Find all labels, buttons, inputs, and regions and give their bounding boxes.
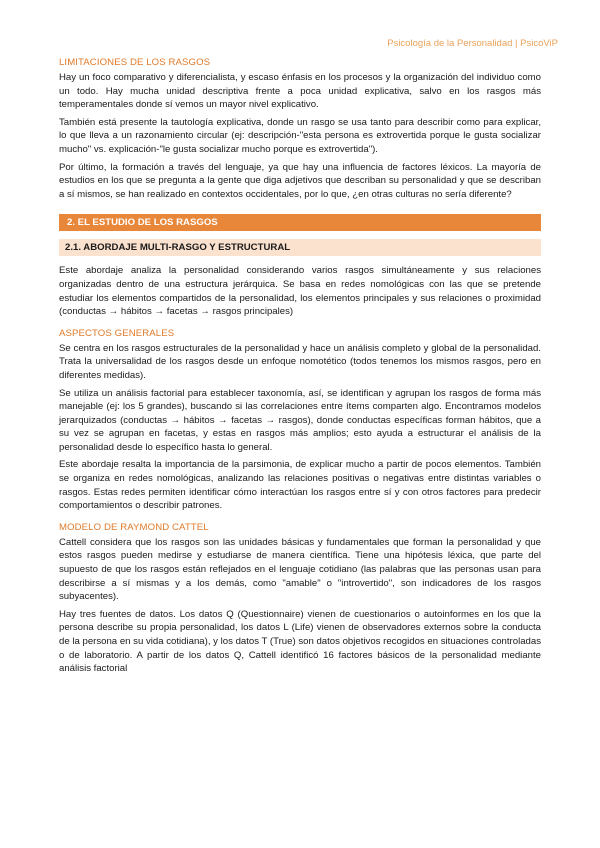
paragraph: Este abordaje analiza la personalidad considerando varios rasgos simultáneamente y sus relaciones organizadas dentro de una estructura jerárquica. Se basa en redes nomológicas con las que se pretende estudiar los elementos compartidos de la personalidad, los elementos principales y sus relaciones o proximidad (conductas → hábitos → facetas → rasgos principales) [59,265,541,318]
running-header: Psicología de la Personalidad | PsicoViP [387,38,558,49]
page-content [59,56,541,680]
paragraph: Se centra en los rasgos estructurales de la personalidad y hace un análisis completo y global de la personalidad. Trata la universalidad de los rasgos desde un enfoque nomotético (todos tenemos los mismos rasgos, pero en diferentes medidas). [59,342,541,381]
paragraph: Hay tres fuentes de datos. Los datos Q (Questionnaire) vienen de cuestionarios o autoinformes en los que la persona describe su propia personalidad, los datos L (Life) vienen de observadores externos sobre la conducta de la persona en su vida cotidiana), y los datos T (True) son datos objetivos recogidos en situaciones controladas o de laboratorio. A partir de los datos Q, Cattell identificó 16 factores básicos de la personalidad mediante análisis factorial [59,608,541,675]
paragraph: Cattell considera que los rasgos son las unidades básicas y fundamentales que forman la personalidad y que estos rasgos pueden medirse y estudiarse de manera científica. Tiene una hipótesis léxica, que parte del supuesto de que los rasgos están reflejados en el lenguaje cotidiano (las palabras que las personas usan para describirse a sí mismas y a los demás, como "amable" o "introvertido", son indicadores de los rasgos subyacentes). [59,536,541,603]
paragraph: Se utiliza un análisis factorial para establecer taxonomía, así, se identifican y agrupan los rasgos de forma más manejable (ej: los 5 grandes), buscando si las correlaciones entre ítems comparten algo. Encontramos modelos jerarquizados (conductas → hábitos → facetas → rasgos), donde conductas específicas forman hábitos, que a su vez se agrupan en facetas, y estas en rasgos más amplios; esto ayuda a estructurar el análisis de la personalidad desde lo específico hasta lo general. [59,387,541,453]
paragraph: Hay un foco comparativo y diferencialista, y escaso énfasis en los procesos y la organización del individuo como un todo. Hay mucha unidad descriptiva frente a poca unidad explicativa, salvo en los rasgos más temperamentales donde sí vemos un mayor nivel explicativo. [59,72,541,111]
paragraph: También está presente la tautología explicativa, donde un rasgo se usa tanto para describir como para explicar, lo que lleva a un razonamiento circular (ej: descripción-"esta persona es extrovertida porque le gusta socializar mucho" vs. explicación-"le gusta socializar mucho porque es extrovertida"). [59,116,541,155]
section-heading-2: 2. EL ESTUDIO DE LOS RASGOS [59,214,541,231]
heading-aspectos-generales: ASPECTOS GENERALES [59,327,175,339]
paragraph: Por último, la formación a través del lenguaje, ya que hay una influencia de factores léxicos. La mayoría de estudios en los que se pregunta a la gente que diga adjetivos que describan su personalidad y que se describan a sí mismos, se han realizado en contextos occidentales, por lo que, ¿en otras culturas no sería diferente? [59,161,541,200]
heading-limitaciones: LIMITACIONES DE LOS RASGOS [59,57,211,68]
subsection-heading-2-1: 2.1. ABORDAJE MULTI-RASGO Y ESTRUCTURAL [59,239,541,256]
paragraph: Este abordaje resalta la importancia de la parsimonia, de explicar mucho a partir de pocos elementos. También se organiza en redes nomológicas, analizando las relaciones positivas o negativas entre distintas variables o rasgos. Estas redes permiten identificar cómo interactúan los rasgos entre sí y con otros factores para predecir comportamientos o describir patrones. [59,459,541,512]
heading-modelo-cattell: MODELO DE RAYMOND CATTEL [59,521,209,533]
